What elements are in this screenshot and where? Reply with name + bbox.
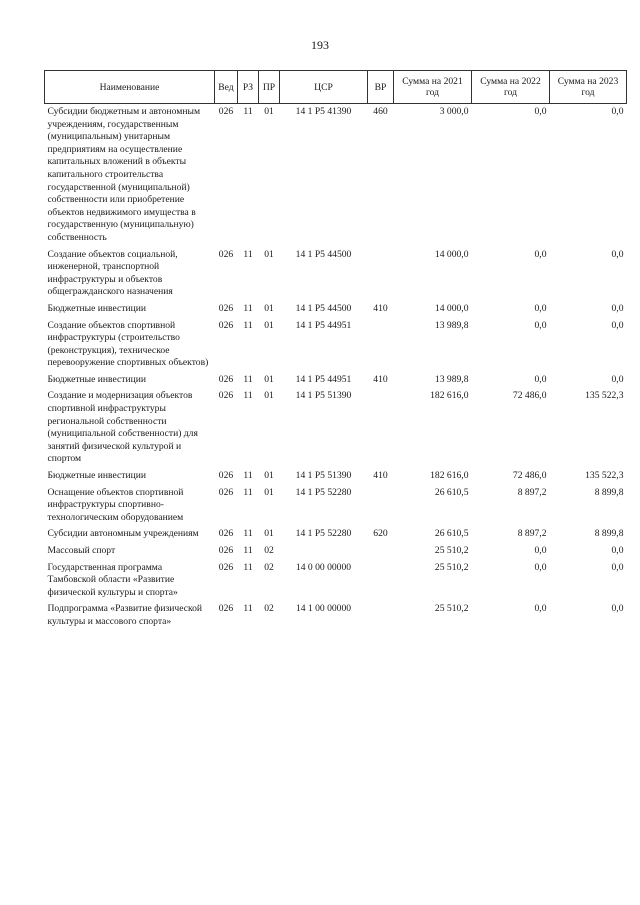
row-rz: 11	[243, 106, 253, 117]
row-ved: 026	[218, 302, 234, 314]
row-sum-2021: 13 989,8	[434, 319, 469, 331]
row-sum-2022: 0,0	[534, 373, 547, 385]
row-rz: 11	[243, 561, 253, 573]
row-ved: 026	[218, 319, 234, 331]
table-row	[45, 104, 627, 247]
row-name: Субсидии бюджетным и автономным учреждениям, государственным (муниципальным) унитарным предприятиям на осуществление капитальных вложений в объекты капитального строительства государственной (муниципальной) собственности или приобретение объектов недвижимого имущества в государственную (муниципальную) собственность	[47, 106, 201, 243]
row-sum-2021: 14 000,0	[434, 248, 469, 260]
row-sum-2023: 135 522,3	[585, 470, 624, 482]
header-sum-2021: Сумма на 2021 год	[394, 71, 472, 104]
row-sum-2022: 0,0	[534, 603, 547, 615]
row-sum-2021: 14 000,0	[434, 302, 469, 314]
row-ved: 026	[218, 528, 234, 540]
row-csr: 14 1 Р5 44500	[295, 302, 352, 314]
row-sum-2023: 0,0	[611, 545, 624, 556]
row-pr: 01	[264, 248, 274, 260]
header-vr: ВР	[368, 71, 394, 104]
table-row	[45, 388, 627, 468]
row-csr: 14 1 Р5 44951	[295, 373, 352, 385]
row-vr	[368, 247, 394, 301]
table-row	[45, 301, 627, 318]
row-pr: 01	[264, 106, 274, 117]
row-name: Создание объектов спортивной инфраструктуры (строительство (реконструкция), техническое перевооружение спортивных объектов)	[47, 319, 209, 369]
row-sum-2021: 13 989,8	[434, 373, 469, 385]
row-name: Создание объектов социальной, инженерной, транспортной инфраструктуры и объектов общегражданского назначения	[47, 248, 178, 298]
row-sum-2023: 0,0	[611, 106, 624, 117]
row-csr: 14 1 Р5 44951	[295, 319, 352, 331]
row-name: Бюджетные инвестиции	[47, 302, 146, 314]
row-ved: 026	[218, 603, 234, 615]
row-name: Массовый спорт	[47, 545, 116, 556]
row-name: Бюджетные инвестиции	[47, 373, 146, 385]
row-ved: 026	[218, 106, 234, 117]
row-csr	[280, 543, 368, 560]
row-name: Подпрограмма «Развитие физической культуры и массового спорта»	[47, 603, 203, 627]
table-row	[45, 247, 627, 301]
header-csr: ЦСР	[280, 71, 368, 104]
row-csr: 14 1 Р5 52280	[295, 528, 352, 540]
row-pr: 01	[264, 302, 274, 314]
row-sum-2021: 25 510,2	[434, 561, 469, 573]
row-pr: 02	[264, 603, 274, 615]
row-sum-2022: 0,0	[534, 248, 547, 260]
row-name: Государственная программа Тамбовской области «Развитие физической культуры и спорта»	[47, 561, 178, 598]
row-ved: 026	[218, 373, 234, 385]
row-pr: 01	[264, 373, 274, 385]
table-row	[45, 543, 627, 560]
row-csr: 14 1 Р5 51390	[295, 470, 352, 482]
table-row	[45, 485, 627, 527]
row-sum-2022: 0,0	[534, 106, 547, 117]
row-rz: 11	[243, 248, 253, 260]
row-vr	[368, 560, 394, 602]
row-rz: 11	[243, 319, 253, 331]
row-csr: 14 1 00 00000	[295, 603, 352, 615]
header-rz: РЗ	[238, 71, 259, 104]
row-sum-2022: 8 897,2	[517, 486, 547, 498]
row-pr: 01	[264, 528, 274, 540]
row-pr: 01	[264, 470, 274, 482]
table-row	[45, 318, 627, 372]
header-sum-2023: Сумма на 2023 год	[550, 71, 627, 104]
table-row	[45, 526, 627, 543]
row-name: Создание и модернизация объектов спортивной инфраструктуры региональной собственности (муниципальной собственности) для занятий физической культурой и спортом	[47, 390, 198, 465]
row-ved: 026	[218, 390, 234, 402]
table-row	[45, 601, 627, 630]
table-row	[45, 560, 627, 602]
row-sum-2021: 25 510,2	[434, 603, 469, 615]
row-sum-2021: 26 610,5	[434, 528, 469, 540]
row-csr: 14 1 Р5 52280	[295, 486, 352, 498]
row-sum-2023: 8 899,8	[594, 486, 624, 498]
row-pr: 01	[264, 486, 274, 498]
row-vr	[368, 601, 394, 630]
row-ved: 026	[218, 545, 234, 556]
row-name: Бюджетные инвестиции	[47, 470, 146, 482]
page-number: 193	[311, 38, 329, 52]
row-ved: 026	[218, 470, 234, 482]
table-body	[45, 104, 627, 631]
row-vr	[368, 318, 394, 372]
row-sum-2021: 25 510,2	[434, 545, 469, 556]
row-sum-2023: 0,0	[611, 373, 624, 385]
row-sum-2021: 3 000,0	[439, 106, 469, 117]
header-pr: ПР	[259, 71, 280, 104]
table-row	[45, 372, 627, 389]
row-sum-2023: 8 899,8	[594, 528, 624, 540]
row-ved: 026	[218, 486, 234, 498]
row-csr: 14 1 Р5 44500	[295, 248, 352, 260]
row-ved: 026	[218, 248, 234, 260]
row-vr: 410	[373, 470, 388, 482]
row-sum-2022: 8 897,2	[517, 528, 547, 540]
row-csr: 14 1 Р5 41390	[295, 106, 352, 117]
row-ved: 026	[218, 561, 234, 573]
row-rz: 11	[243, 603, 253, 615]
row-sum-2022: 72 486,0	[512, 470, 547, 482]
row-csr: 14 0 00 00000	[295, 561, 352, 573]
row-pr: 01	[264, 390, 274, 402]
row-sum-2022: 0,0	[534, 319, 547, 331]
row-pr: 01	[264, 319, 274, 331]
row-sum-2023: 0,0	[611, 248, 624, 260]
row-sum-2021: 182 616,0	[430, 470, 469, 482]
table-row	[45, 468, 627, 485]
row-pr: 02	[264, 561, 274, 573]
row-name: Субсидии автономным учреждениям	[47, 528, 199, 540]
row-sum-2023: 135 522,3	[585, 390, 624, 402]
row-pr: 02	[264, 545, 274, 556]
row-vr: 410	[373, 302, 388, 314]
row-vr	[368, 388, 394, 468]
row-sum-2023: 0,0	[611, 603, 624, 615]
row-sum-2021: 26 610,5	[434, 486, 469, 498]
budget-table	[44, 70, 627, 631]
header-name: Наименование	[45, 71, 215, 104]
row-vr: 460	[373, 106, 388, 117]
row-vr: 620	[373, 528, 388, 540]
row-sum-2023: 0,0	[611, 561, 624, 573]
row-rz: 11	[243, 390, 253, 402]
table-header	[45, 71, 627, 104]
row-vr: 410	[373, 373, 388, 385]
row-rz: 11	[243, 373, 253, 385]
row-rz: 11	[243, 528, 253, 540]
row-sum-2022: 0,0	[534, 545, 547, 556]
row-sum-2021: 182 616,0	[430, 390, 469, 402]
row-vr	[368, 543, 394, 560]
row-rz: 11	[243, 486, 253, 498]
row-sum-2022: 72 486,0	[512, 390, 547, 402]
row-csr: 14 1 Р5 51390	[295, 390, 352, 402]
row-sum-2023: 0,0	[611, 319, 624, 331]
row-vr	[368, 485, 394, 527]
row-sum-2023: 0,0	[611, 302, 624, 314]
row-rz: 11	[243, 470, 253, 482]
row-sum-2022: 0,0	[534, 561, 547, 573]
header-ved: Вед	[215, 71, 238, 104]
row-rz: 11	[243, 545, 253, 556]
row-rz: 11	[243, 302, 253, 314]
row-sum-2022: 0,0	[534, 302, 547, 314]
header-sum-2022: Сумма на 2022 год	[472, 71, 550, 104]
row-name: Оснащение объектов спортивной инфраструктуры спортивно-технологическим оборудованием	[47, 486, 184, 523]
